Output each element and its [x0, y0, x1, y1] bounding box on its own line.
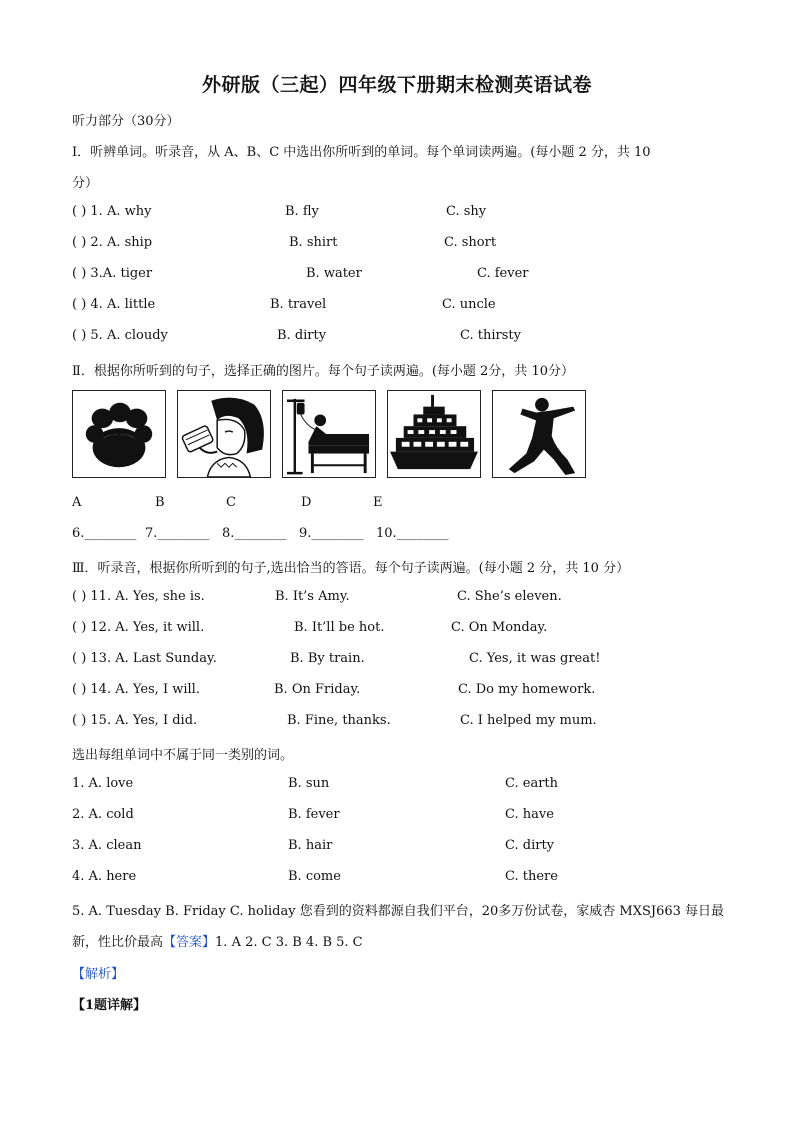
question-row: [72, 266, 772, 284]
section1-instruction: Ⅰ．听辨单词。听录音，从 A、B、C 中选出你所听到的单词。每个单词读两遍。(每小题 2 分，共 10: [72, 145, 651, 160]
picture-label-b: B: [155, 495, 165, 510]
word-group-row: [72, 807, 772, 825]
question-option-b: B. It’ll be hot.: [294, 620, 385, 635]
person-drinking-icon: [178, 391, 270, 477]
section1-instruction-cont: 分）: [72, 176, 99, 191]
question-option-c: C. On Monday.: [451, 620, 548, 635]
section4-instruction: 选出每组单词中不属于同一类别的词。: [72, 748, 294, 763]
question-row: [72, 651, 772, 669]
word-option-b: B. hair: [288, 838, 333, 853]
question-option-c: C. She’s eleven.: [457, 589, 562, 604]
question-option-c: C. I helped my mum.: [460, 713, 597, 728]
word-option-a: 4. A. here: [72, 869, 137, 884]
picture-c: [282, 390, 376, 478]
listening-heading: 听力部分（30分）: [72, 114, 180, 129]
picture-d: [387, 390, 481, 478]
pawprint-icon: [73, 391, 165, 477]
answer-blank[interactable]: 6.________: [72, 526, 137, 541]
question-option-a: ( ) 3.A. tiger: [72, 266, 153, 281]
question-row: [72, 620, 772, 638]
picture-label-a: A: [72, 495, 82, 510]
question-row: [72, 204, 772, 222]
question-row: [72, 682, 772, 700]
word-option-c: C. earth: [505, 776, 559, 791]
word-option-a: 2. A. cold: [72, 807, 134, 822]
answer-line: [72, 931, 363, 950]
question-row: [72, 713, 772, 731]
question-option-a: ( ) 11. A. Yes, she is.: [72, 589, 205, 604]
question-option-b: B. water: [306, 266, 362, 281]
question-option-b: B. Fine, thanks.: [287, 713, 391, 728]
picture-label-d: D: [301, 495, 312, 510]
dancer-icon: [493, 391, 585, 477]
section2-instruction: Ⅱ．根据你所听到的句子，选择正确的图片。每个句子读两遍。(每小题 2分，共 10分）: [72, 364, 574, 379]
question-option-a: ( ) 14. A. Yes, I will.: [72, 682, 200, 697]
word-option-a: 1. A. love: [72, 776, 134, 791]
word-group-row-5: 5. A. Tuesday B. Friday C. holiday 您看到的资料都源自我们平台，20多万份试卷，家威杏 MXSJ663 每日最: [72, 904, 725, 919]
word-group-row: [72, 869, 772, 887]
picture-b: [177, 390, 271, 478]
answer-values: 1. A 2. C 3. B 4. B 5. C: [215, 935, 363, 950]
question-option-a: ( ) 13. A. Last Sunday.: [72, 651, 217, 666]
question-option-a: ( ) 5. A. cloudy: [72, 328, 168, 343]
word-group-row: [72, 838, 772, 856]
question-option-b: B. On Friday.: [274, 682, 361, 697]
question-row: [72, 328, 772, 346]
question-row: [72, 297, 772, 315]
word-option-b: B. fever: [288, 807, 340, 822]
answer-blank[interactable]: 9.________: [299, 526, 364, 541]
answer-blank[interactable]: 10.________: [376, 526, 449, 541]
question-option-b: B. By train.: [290, 651, 365, 666]
question-option-c: C. fever: [477, 266, 529, 281]
word-option-c: C. there: [505, 869, 558, 884]
picture-e: [492, 390, 586, 478]
question-option-b: B. travel: [270, 297, 327, 312]
picture-label-e: E: [373, 495, 383, 510]
question-option-b: B. shirt: [289, 235, 338, 250]
answer-line-prefix: 新，性比价最高: [72, 935, 164, 950]
question-option-c: C. uncle: [442, 297, 496, 312]
question-option-a: ( ) 2. A. ship: [72, 235, 153, 250]
answer-tag: 【答案】: [163, 935, 216, 950]
question-option-c: C. short: [444, 235, 497, 250]
question-option-a: ( ) 15. A. Yes, I did.: [72, 713, 198, 728]
question-option-b: B. dirty: [277, 328, 327, 343]
picture-a: [72, 390, 166, 478]
question-option-a: ( ) 4. A. little: [72, 297, 156, 312]
detail-tag: 【1题详解】: [72, 998, 147, 1013]
question-row: [72, 589, 772, 607]
analysis-tag: 【解析】: [72, 967, 125, 982]
section3-instruction: Ⅲ．听录音，根据你所听到的句子,选出恰当的答语。每个句子读两遍。(每小题 2 分，共 10 分）: [72, 561, 630, 576]
question-row: [72, 235, 772, 253]
question-option-c: C. Do my homework.: [458, 682, 596, 697]
question-option-a: ( ) 1. A. why: [72, 204, 152, 219]
word-option-a: 3. A. clean: [72, 838, 142, 853]
question-option-b: B. It’s Amy.: [275, 589, 350, 604]
ship-icon: [388, 391, 480, 477]
hospital-bed-icon: [283, 391, 375, 477]
picture-label-c: C: [226, 495, 236, 510]
picture-labels: [72, 495, 772, 513]
word-option-b: B. come: [288, 869, 341, 884]
answer-blank[interactable]: 8.________: [222, 526, 287, 541]
word-option-c: C. have: [505, 807, 554, 822]
word-option-b: B. sun: [288, 776, 330, 791]
question-option-b: B. fly: [285, 204, 319, 219]
question-option-c: C. thirsty: [460, 328, 521, 343]
word-option-c: C. dirty: [505, 838, 555, 853]
answer-blank[interactable]: 7.________: [145, 526, 210, 541]
word-group-row: [72, 776, 772, 794]
page-title: 外研版（三起）四年级下册期末检测英语试卷: [201, 74, 592, 96]
question-option-c: C. shy: [446, 204, 487, 219]
question-option-c: C. Yes, it was great!: [469, 651, 601, 666]
answer-blanks: [72, 526, 772, 544]
question-option-a: ( ) 12. A. Yes, it will.: [72, 620, 205, 635]
